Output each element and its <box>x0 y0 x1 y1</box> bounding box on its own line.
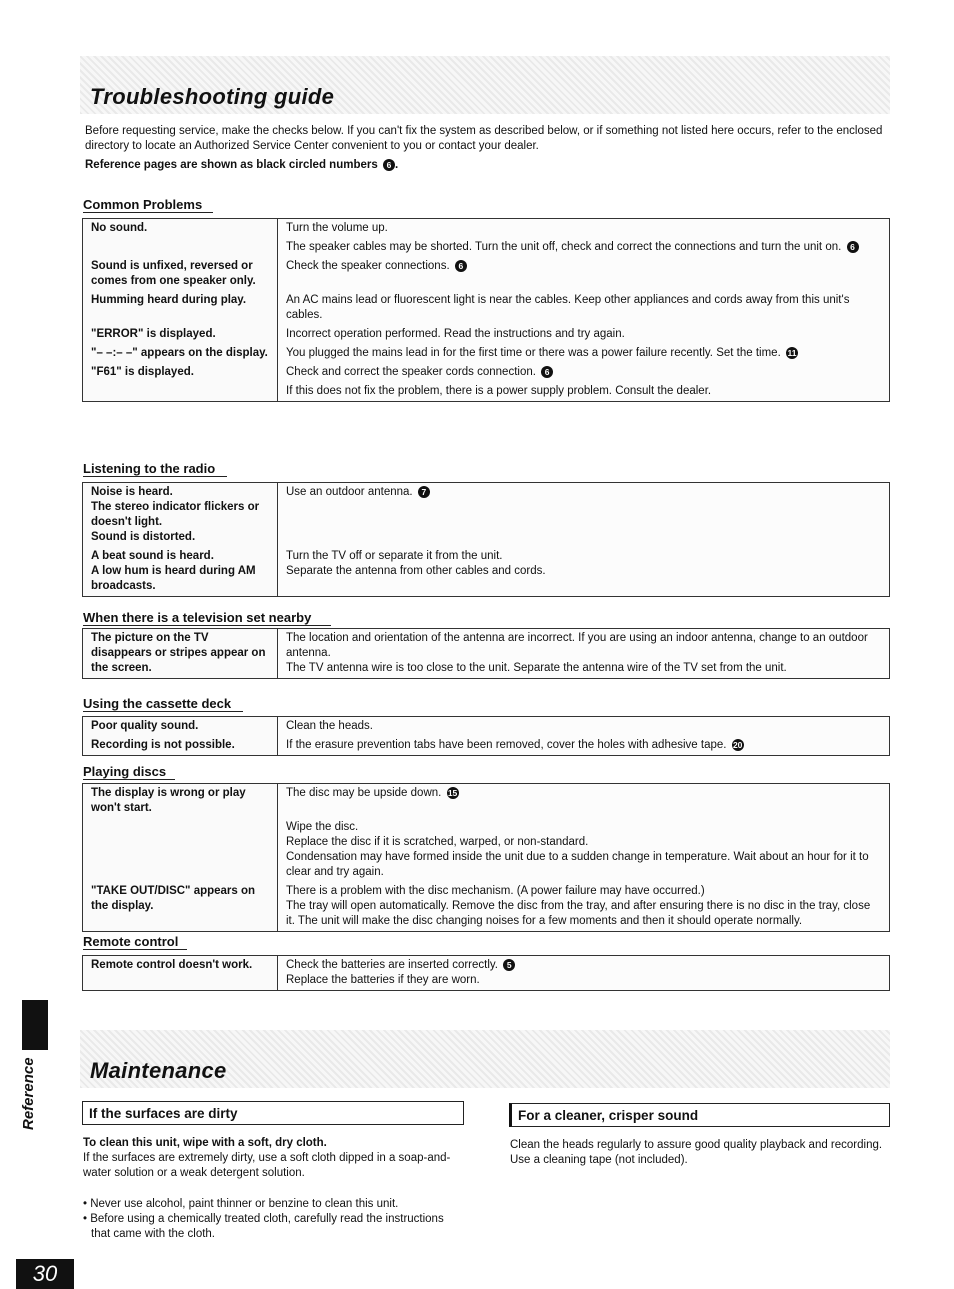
solution-cell <box>278 818 890 882</box>
cleaner-sound-heading: For a cleaner, crisper sound <box>509 1103 890 1127</box>
solution-text: The TV antenna wire is too close to the unit. Separate the antenna wire of the TV set from the unit. <box>286 662 787 674</box>
circled-number-icon: 15 <box>447 787 458 798</box>
table-row <box>83 736 890 756</box>
solution-text: If this does not fix the problem, there is a power supply problem. Consult the dealer. <box>286 385 712 397</box>
solution-cell <box>278 238 890 257</box>
problem-cell: "ERROR" is displayed. <box>83 325 278 344</box>
table-row <box>83 956 890 991</box>
section-tab-marker <box>22 1000 48 1050</box>
solution-text: You plugged the mains lead in for the first time or there was a power failure recently. Set the time. <box>286 347 781 359</box>
solution-cell <box>278 219 890 239</box>
problem-cell: No sound. <box>83 219 278 239</box>
radio-table <box>82 482 890 597</box>
problem-cell: The display is wrong or play won't start. <box>83 784 278 819</box>
solution-cell <box>278 736 890 756</box>
circled-number-icon: 6 <box>383 159 395 171</box>
solution-text: Condensation may have formed inside the unit due to a sudden change in temperature. Wait about an hour for it to clear and try again. <box>286 851 869 878</box>
problem-cell <box>83 238 278 257</box>
table-row <box>83 882 890 932</box>
list-item: • Never use alcohol, paint thinner or benzine to clean this unit. <box>83 1198 399 1210</box>
section-title-cassette: Using the cassette deck <box>83 696 243 712</box>
solution-text: Turn the TV off or separate it from the unit. <box>286 550 503 562</box>
cleaner-sound-text <box>510 1138 890 1168</box>
solution-text: The location and orientation of the antenna are incorrect. If you are using an indoor antenna, change to an outdoor antenna. <box>286 632 868 659</box>
cleaning-tape-text: Use a cleaning tape (not included). <box>510 1154 688 1166</box>
section-title-remote: Remote control <box>83 934 187 950</box>
reference-note-text: Reference pages are shown as black circled numbers <box>85 159 378 172</box>
circled-number-icon: 20 <box>732 739 743 750</box>
problem-cell: Sound is unfixed, reversed or comes from one speaker only. <box>83 257 278 291</box>
solution-cell <box>278 257 890 291</box>
solution-text: Separate the antenna from other cables and cords. <box>286 565 546 577</box>
solution-text: Wipe the disc. <box>286 821 359 833</box>
circled-number-icon: 6 <box>847 241 859 253</box>
section-title-tv: When there is a television set nearby <box>83 610 331 626</box>
section-title-radio: Listening to the radio <box>83 461 227 477</box>
cleaning-instruction: To clean this unit, wipe with a soft, dry cloth. <box>83 1137 327 1149</box>
common-problems-table <box>82 218 890 402</box>
solution-cell <box>278 483 890 548</box>
circled-number-icon: 5 <box>503 959 515 971</box>
solution-text: Use an outdoor antenna. <box>286 486 413 498</box>
solution-cell <box>278 547 890 597</box>
solution-text: Replace the disc if it is scratched, warped, or non-standard. <box>286 836 589 848</box>
page-title: Troubleshooting guide <box>90 84 335 109</box>
circled-number-icon: 6 <box>541 366 553 378</box>
solution-cell <box>278 382 890 402</box>
table-row <box>83 547 890 597</box>
table-row <box>83 629 890 679</box>
table-row <box>83 363 890 382</box>
surfaces-dirty-heading: If the surfaces are dirty <box>82 1101 464 1125</box>
table-row <box>83 257 890 291</box>
table-row <box>83 238 890 257</box>
table-row <box>83 784 890 819</box>
page-number: 30 <box>16 1259 74 1289</box>
solution-cell <box>278 325 890 344</box>
intro-text: Before requesting service, make the checks below. If you can't fix the system as described below, or if something not listed here occurs, refer to the enclosed directory to locate an Authorized Service Center convenient to you or contact your dealer. <box>85 125 883 152</box>
clean-heads-text: Clean the heads regularly to assure good quality playback and recording. <box>510 1139 883 1151</box>
problem-cell: The picture on the TV disappears or stripes appear on the screen. <box>83 629 278 679</box>
solution-text: The tray will open automatically. Remove the disc from the tray, and after ensuring there is no disc in the tray, close it. The unit will make the disc changing noises for a few moments and then it should operate normally. <box>286 900 871 927</box>
problem-cell <box>83 818 278 882</box>
cleaning-warnings-list <box>83 1197 463 1242</box>
problem-cell: Remote control doesn't work. <box>83 956 278 991</box>
problem-cell: Noise is heard. The stereo indicator flickers or doesn't light. Sound is distorted. <box>83 483 278 548</box>
solution-cell <box>278 882 890 932</box>
solution-cell <box>278 784 890 819</box>
solution-text: The speaker cables may be shorted. Turn the unit off, check and correct the connections and turn the unit on. <box>286 241 842 253</box>
solution-text: If the erasure prevention tabs have been removed, cover the holes with adhesive tape. <box>286 739 727 751</box>
problem-cell: "F61" is displayed. <box>83 363 278 382</box>
problem-cell: "TAKE OUT/DISC" appears on the display. <box>83 882 278 932</box>
table-row <box>83 291 890 325</box>
solution-cell <box>278 344 890 363</box>
surfaces-dirty-text <box>83 1136 463 1242</box>
solution-cell <box>278 717 890 737</box>
maintenance-banner <box>80 1030 890 1088</box>
cleaning-detail: If the surfaces are extremely dirty, use a soft cloth dipped in a soap-and-water solution or a weak detergent solution. <box>83 1152 451 1179</box>
solution-text: Check and correct the speaker cords connection. <box>286 366 536 378</box>
title-banner <box>80 56 890 114</box>
solution-text: An AC mains lead or fluorescent light is near the cables. Keep other appliances and cords away from this unit's cables. <box>286 294 850 321</box>
solution-text: Clean the heads. <box>286 720 373 732</box>
reference-note: Reference pages are shown as black circled numbers 6 . <box>85 159 399 172</box>
table-row <box>83 483 890 548</box>
discs-table <box>82 783 890 932</box>
side-label: Reference <box>20 1057 37 1130</box>
list-item: • Before using a chemically treated cloth, carefully read the instructions that came with the cloth. <box>83 1213 444 1240</box>
problem-cell <box>83 382 278 402</box>
solution-text: Check the batteries are inserted correctly. <box>286 959 498 971</box>
section-title-common: Common Problems <box>83 197 213 213</box>
problem-cell: Humming heard during play. <box>83 291 278 325</box>
circled-number-icon: 6 <box>455 260 467 272</box>
tv-table <box>82 628 890 679</box>
table-row <box>83 344 890 363</box>
problem-cell: Recording is not possible. <box>83 736 278 756</box>
solution-text: Incorrect operation performed. Read the instructions and try again. <box>286 328 625 340</box>
solution-text: The disc may be upside down. <box>286 787 442 799</box>
problem-cell: Poor quality sound. <box>83 717 278 737</box>
solution-cell <box>278 629 890 679</box>
circled-number-icon: 7 <box>418 486 430 498</box>
maintenance-title: Maintenance <box>90 1058 227 1083</box>
section-title-discs: Playing discs <box>83 764 175 780</box>
table-row <box>83 325 890 344</box>
table-row <box>83 717 890 737</box>
remote-table <box>82 955 890 991</box>
cassette-table <box>82 716 890 756</box>
circled-number-icon: 11 <box>787 347 797 358</box>
solution-cell <box>278 363 890 382</box>
table-row <box>83 818 890 882</box>
problem-cell: A beat sound is heard. A low hum is heard during AM broadcasts. <box>83 547 278 597</box>
solution-text: There is a problem with the disc mechanism. (A power failure may have occurred.) <box>286 885 705 897</box>
solution-text: Replace the batteries if they are worn. <box>286 974 480 986</box>
table-row <box>83 382 890 402</box>
solution-text: Check the speaker connections. <box>286 260 450 272</box>
solution-text: Turn the volume up. <box>286 222 388 234</box>
problem-cell: "– –:– –" appears on the display. <box>83 344 278 363</box>
solution-cell <box>278 956 890 991</box>
table-row <box>83 219 890 239</box>
solution-cell <box>278 291 890 325</box>
